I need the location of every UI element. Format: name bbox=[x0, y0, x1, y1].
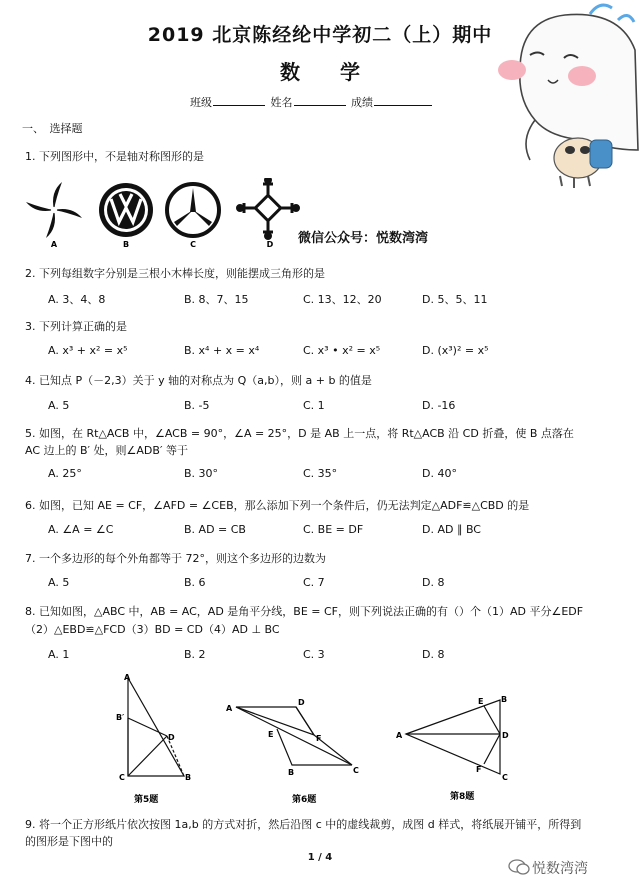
q8-option-b: B. 2 bbox=[184, 648, 206, 661]
figure-5 bbox=[112, 670, 202, 810]
name-blank bbox=[294, 95, 346, 106]
question-6-stem: 6. 如图，已知 AE = CF，∠AFD = ∠CEB，那么添加下列一个条件后，仍无法判定△ADF≌△CBD 的是 bbox=[25, 499, 530, 512]
class-blank bbox=[213, 95, 265, 106]
figure-c-star-logo-icon bbox=[167, 184, 219, 236]
figure-a-swirl-icon bbox=[26, 182, 82, 238]
figure-d-ornament-icon bbox=[238, 178, 299, 239]
question-8-stem-line-2: （2）△EBD≌△FCD（3）BD = CD（4）AD ⊥ BC bbox=[25, 623, 280, 636]
q2-option-d: D. 5、5、11 bbox=[422, 293, 488, 306]
fig5-label-d: D bbox=[168, 733, 175, 742]
q4-option-d: D. -16 bbox=[422, 399, 456, 412]
fig8-label-b: B bbox=[501, 695, 508, 704]
q6-option-d: D. AD ∥ BC bbox=[422, 523, 481, 536]
q4-option-a: A. 5 bbox=[48, 399, 70, 412]
figure-b-vw-logo-icon bbox=[99, 183, 153, 237]
fig6-label-b: B bbox=[288, 768, 295, 777]
fig6-label-d: D bbox=[298, 698, 305, 707]
q8-option-c: C. 3 bbox=[303, 648, 325, 661]
fig6-label-a: A bbox=[226, 704, 233, 713]
figure-c-label: C bbox=[190, 240, 196, 248]
brand-logo-icon bbox=[508, 858, 530, 880]
figure-b-label: B bbox=[122, 240, 130, 248]
q3-option-a: A. x³ + x² = x⁵ bbox=[48, 344, 128, 357]
question-1-figures bbox=[22, 178, 312, 248]
wechat-watermark: 微信公众号：悦数湾湾 bbox=[298, 231, 429, 246]
subject-title: 数 学 bbox=[280, 60, 360, 84]
fig6-caption: 第6题 bbox=[292, 795, 317, 805]
q4-option-b: B. -5 bbox=[184, 399, 210, 412]
fig8-caption: 第8题 bbox=[450, 792, 475, 802]
q3-option-b: B. x⁴ + x = x⁴ bbox=[184, 344, 260, 357]
fig5-caption: 第5题 bbox=[134, 795, 159, 805]
q2-option-c: C. 13、12、20 bbox=[303, 293, 382, 306]
brand-name: 悦数湾湾 bbox=[532, 861, 588, 877]
q5-option-a: A. 25° bbox=[48, 467, 82, 480]
question-8-stem-line-1: 8. 已知如图，△ABC 中，AB = AC，AD 是角平分线，BE = CF，则下列说法正确的有（）个（1）AD 平分∠EDF bbox=[25, 605, 584, 618]
class-label: 班级 bbox=[190, 96, 212, 109]
q8-option-d: D. 8 bbox=[422, 648, 445, 661]
q4-option-c: C. 1 bbox=[303, 399, 325, 412]
q8-option-a: A. 1 bbox=[48, 648, 70, 661]
q7-option-b: B. 6 bbox=[184, 576, 206, 589]
fig6-label-f: F bbox=[316, 734, 322, 743]
question-9-stem-line-2: 的图形是下图中的 bbox=[25, 835, 113, 848]
q7-option-a: A. 5 bbox=[48, 576, 70, 589]
q2-option-a: A. 3、4、8 bbox=[48, 293, 106, 306]
exam-title: 2019 北京陈经纶中学初二（上）期中 bbox=[147, 24, 493, 46]
fig6-label-c: C bbox=[353, 766, 359, 775]
q5-option-b: B. 30° bbox=[184, 467, 219, 480]
question-7-stem: 7. 一个多边形的每个外角都等于 72°，则这个多边形的边数为 bbox=[25, 552, 326, 565]
page-number: 1 / 4 bbox=[307, 852, 333, 863]
question-5-stem-line-1: 5. 如图，在 Rt△ACB 中，∠ACB = 90°，∠A = 25°，D 是 AB 上一点，将 Rt△ACB 沿 CD 折叠，使 B 点落在 bbox=[25, 427, 574, 440]
q2-option-b: B. 8、7、15 bbox=[184, 293, 249, 306]
q3-option-c: C. x³ • x² = x⁵ bbox=[303, 344, 381, 357]
q6-option-b: B. AD = CB bbox=[184, 523, 246, 536]
question-2-stem: 2. 下列每组数字分别是三根小木棒长度，则能摆成三角形的是 bbox=[25, 267, 325, 280]
figure-8 bbox=[392, 692, 527, 810]
name-label: 姓名 bbox=[270, 96, 293, 109]
q3-option-d: D. (x³)² = x⁵ bbox=[422, 344, 489, 357]
question-3-stem: 3. 下列计算正确的是 bbox=[25, 320, 127, 333]
question-1-stem: 1. 下列图形中，不是轴对称图形的是 bbox=[25, 150, 204, 163]
question-9-stem-line-1: 9. 将一个正方形纸片依次按图 1a,b 的方式对折，然后沿图 c 中的虚线裁剪，成图 d 样式，将纸展开铺平，所得到 bbox=[25, 818, 582, 831]
q7-option-d: D. 8 bbox=[422, 576, 445, 589]
fig8-label-f: F bbox=[476, 765, 482, 774]
q5-option-d: D. 40° bbox=[422, 467, 457, 480]
fig8-label-e: E bbox=[478, 697, 484, 706]
fig6-label-e: E bbox=[268, 730, 274, 739]
fig8-label-a: A bbox=[396, 731, 403, 740]
score-blank bbox=[374, 95, 432, 106]
question-4-stem: 4. 已知点 P（－2,3）关于 y 轴的对称点为 Q（a,b），则 a + b 的值是 bbox=[25, 374, 372, 387]
q6-option-a: A. ∠A = ∠C bbox=[48, 523, 114, 536]
fig5-label-a: A bbox=[124, 673, 131, 682]
section-title: 一、 选择题 bbox=[22, 122, 83, 135]
fig5-label-b: B bbox=[185, 773, 192, 782]
figure-6 bbox=[222, 695, 372, 810]
q5-option-c: C. 35° bbox=[303, 467, 338, 480]
fig5-label-b-prime: B′ bbox=[116, 713, 125, 722]
fig8-label-d: D bbox=[502, 731, 509, 740]
score-label: 成绩 bbox=[351, 96, 373, 109]
figure-d-label: D bbox=[266, 240, 274, 248]
fig5-label-c: C bbox=[119, 773, 125, 782]
fig8-label-c: C bbox=[502, 773, 508, 782]
cartoon-mascot-image bbox=[490, 0, 640, 200]
question-5-stem-line-2: AC 边上的 B′ 处，则∠ADB′ 等于 bbox=[25, 444, 188, 457]
q7-option-c: C. 7 bbox=[303, 576, 325, 589]
student-info-line bbox=[190, 94, 434, 110]
figure-a-label: A bbox=[50, 240, 58, 248]
q6-option-c: C. BE = DF bbox=[303, 523, 364, 536]
